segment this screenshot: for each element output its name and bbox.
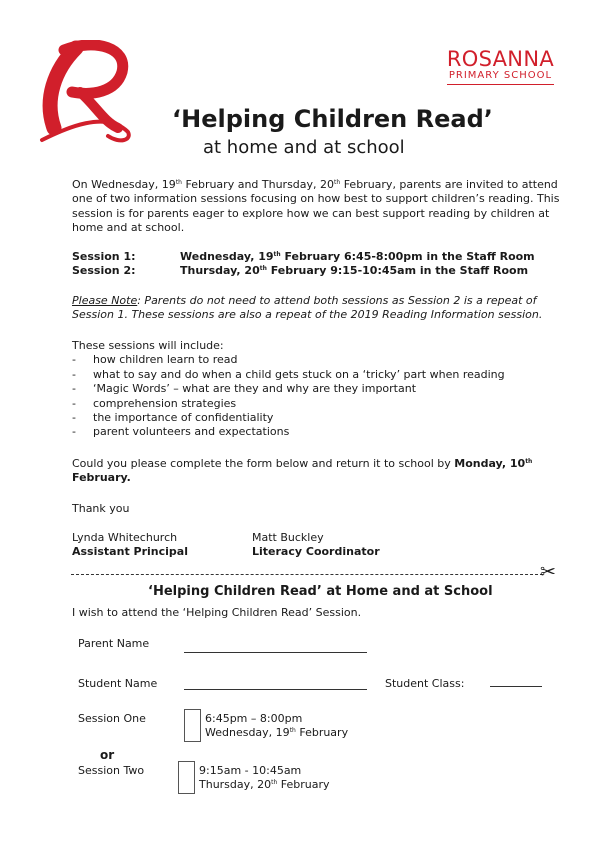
or-separator: or — [100, 748, 115, 762]
signatory — [252, 531, 380, 560]
session-details: Wednesday, 19th February 6:45-8:00pm in the Staff Room — [180, 250, 535, 263]
school-logo — [36, 40, 132, 154]
form-intro: I wish to attend the ‘Helping Children Read’ Session. — [72, 606, 362, 619]
session-two-details — [199, 764, 330, 793]
session-one-label: Session One — [78, 712, 146, 725]
session-two-date: Thursday, 20th February — [199, 778, 330, 792]
signatory-role: Assistant Principal — [72, 545, 188, 559]
session-one-checkbox[interactable] — [184, 709, 201, 742]
school-name-line2: PRIMARY SCHOOL — [448, 70, 553, 81]
please-note — [72, 294, 566, 323]
list-item: - what to say and do when a child gets stuck on a ‘tricky’ part when reading — [72, 367, 505, 381]
session-details: Thursday, 20th February 9:15-10:45am in the Staff Room — [180, 264, 529, 278]
thank-you: Thank you — [72, 502, 130, 515]
return-request: Could you please complete the form below and return it to school by Monday, 10th February. — [72, 457, 533, 485]
session-two-checkbox[interactable] — [178, 761, 195, 794]
session-schedule — [72, 250, 566, 279]
scissors-icon: ✂ — [540, 561, 556, 583]
parent-name-label: Parent Name — [78, 637, 150, 650]
page-subtitle: at home and at school — [203, 137, 405, 158]
student-class-field[interactable] — [490, 686, 542, 687]
list-item: - how children learn to read — [72, 353, 238, 367]
signatory — [72, 531, 252, 560]
session-one-time: 6:45pm – 8:00pm — [205, 712, 303, 725]
school-name-line1: ROSANNA — [446, 47, 554, 71]
signatory-role: Literacy Coordinator — [252, 545, 380, 559]
list-item: - ‘Magic Words’ – what are they and why are they important — [72, 382, 417, 396]
page-title: ‘Helping Children Read’ — [172, 105, 493, 133]
intro-paragraph: On Wednesday, 19th February and Thursday, 20th February, parents are invited to attend one of two information sessions focusing on how best to support children’s reading. This session is for parents eager to explore how we can best support reading by children at home and at school. — [72, 178, 560, 235]
session-two-time: 9:15am - 10:45am — [199, 764, 302, 777]
school-name — [447, 48, 554, 85]
signatory-name: Lynda Whitechurch — [72, 531, 178, 544]
cut-line — [71, 574, 543, 575]
student-name-label: Student Name — [78, 677, 158, 690]
signatory-name: Matt Buckley — [252, 531, 324, 544]
signatures — [72, 531, 392, 560]
list-item: - the importance of confidentiality — [72, 411, 274, 425]
session-one-date: Wednesday, 19th February — [205, 726, 349, 740]
note-text: : Parents do not need to attend both sessions as Session 2 is a repeat of Session 1. These sessions are also a repeat of the 2019 Reading Information session. — [72, 294, 543, 322]
session-one-details — [205, 712, 348, 741]
student-name-field[interactable] — [184, 689, 367, 690]
topics-heading: These sessions will include: — [72, 339, 224, 352]
session-2-row — [72, 264, 566, 278]
session-label: Session 2: — [72, 264, 136, 278]
list-item: - parent volunteers and expectations — [72, 425, 290, 439]
note-lead: Please Note — [72, 294, 138, 307]
r-monogram-logo — [36, 40, 132, 150]
session-topics — [72, 339, 566, 440]
session-1-row — [72, 250, 566, 264]
session-label: Session 1: — [72, 250, 136, 263]
parent-name-field[interactable] — [184, 652, 367, 653]
session-two-label: Session Two — [78, 764, 145, 777]
student-class-label: Student Class: — [385, 677, 465, 690]
list-item: - comprehension strategies — [72, 396, 237, 410]
form-title: ‘Helping Children Read’ at Home and at School — [148, 584, 493, 599]
